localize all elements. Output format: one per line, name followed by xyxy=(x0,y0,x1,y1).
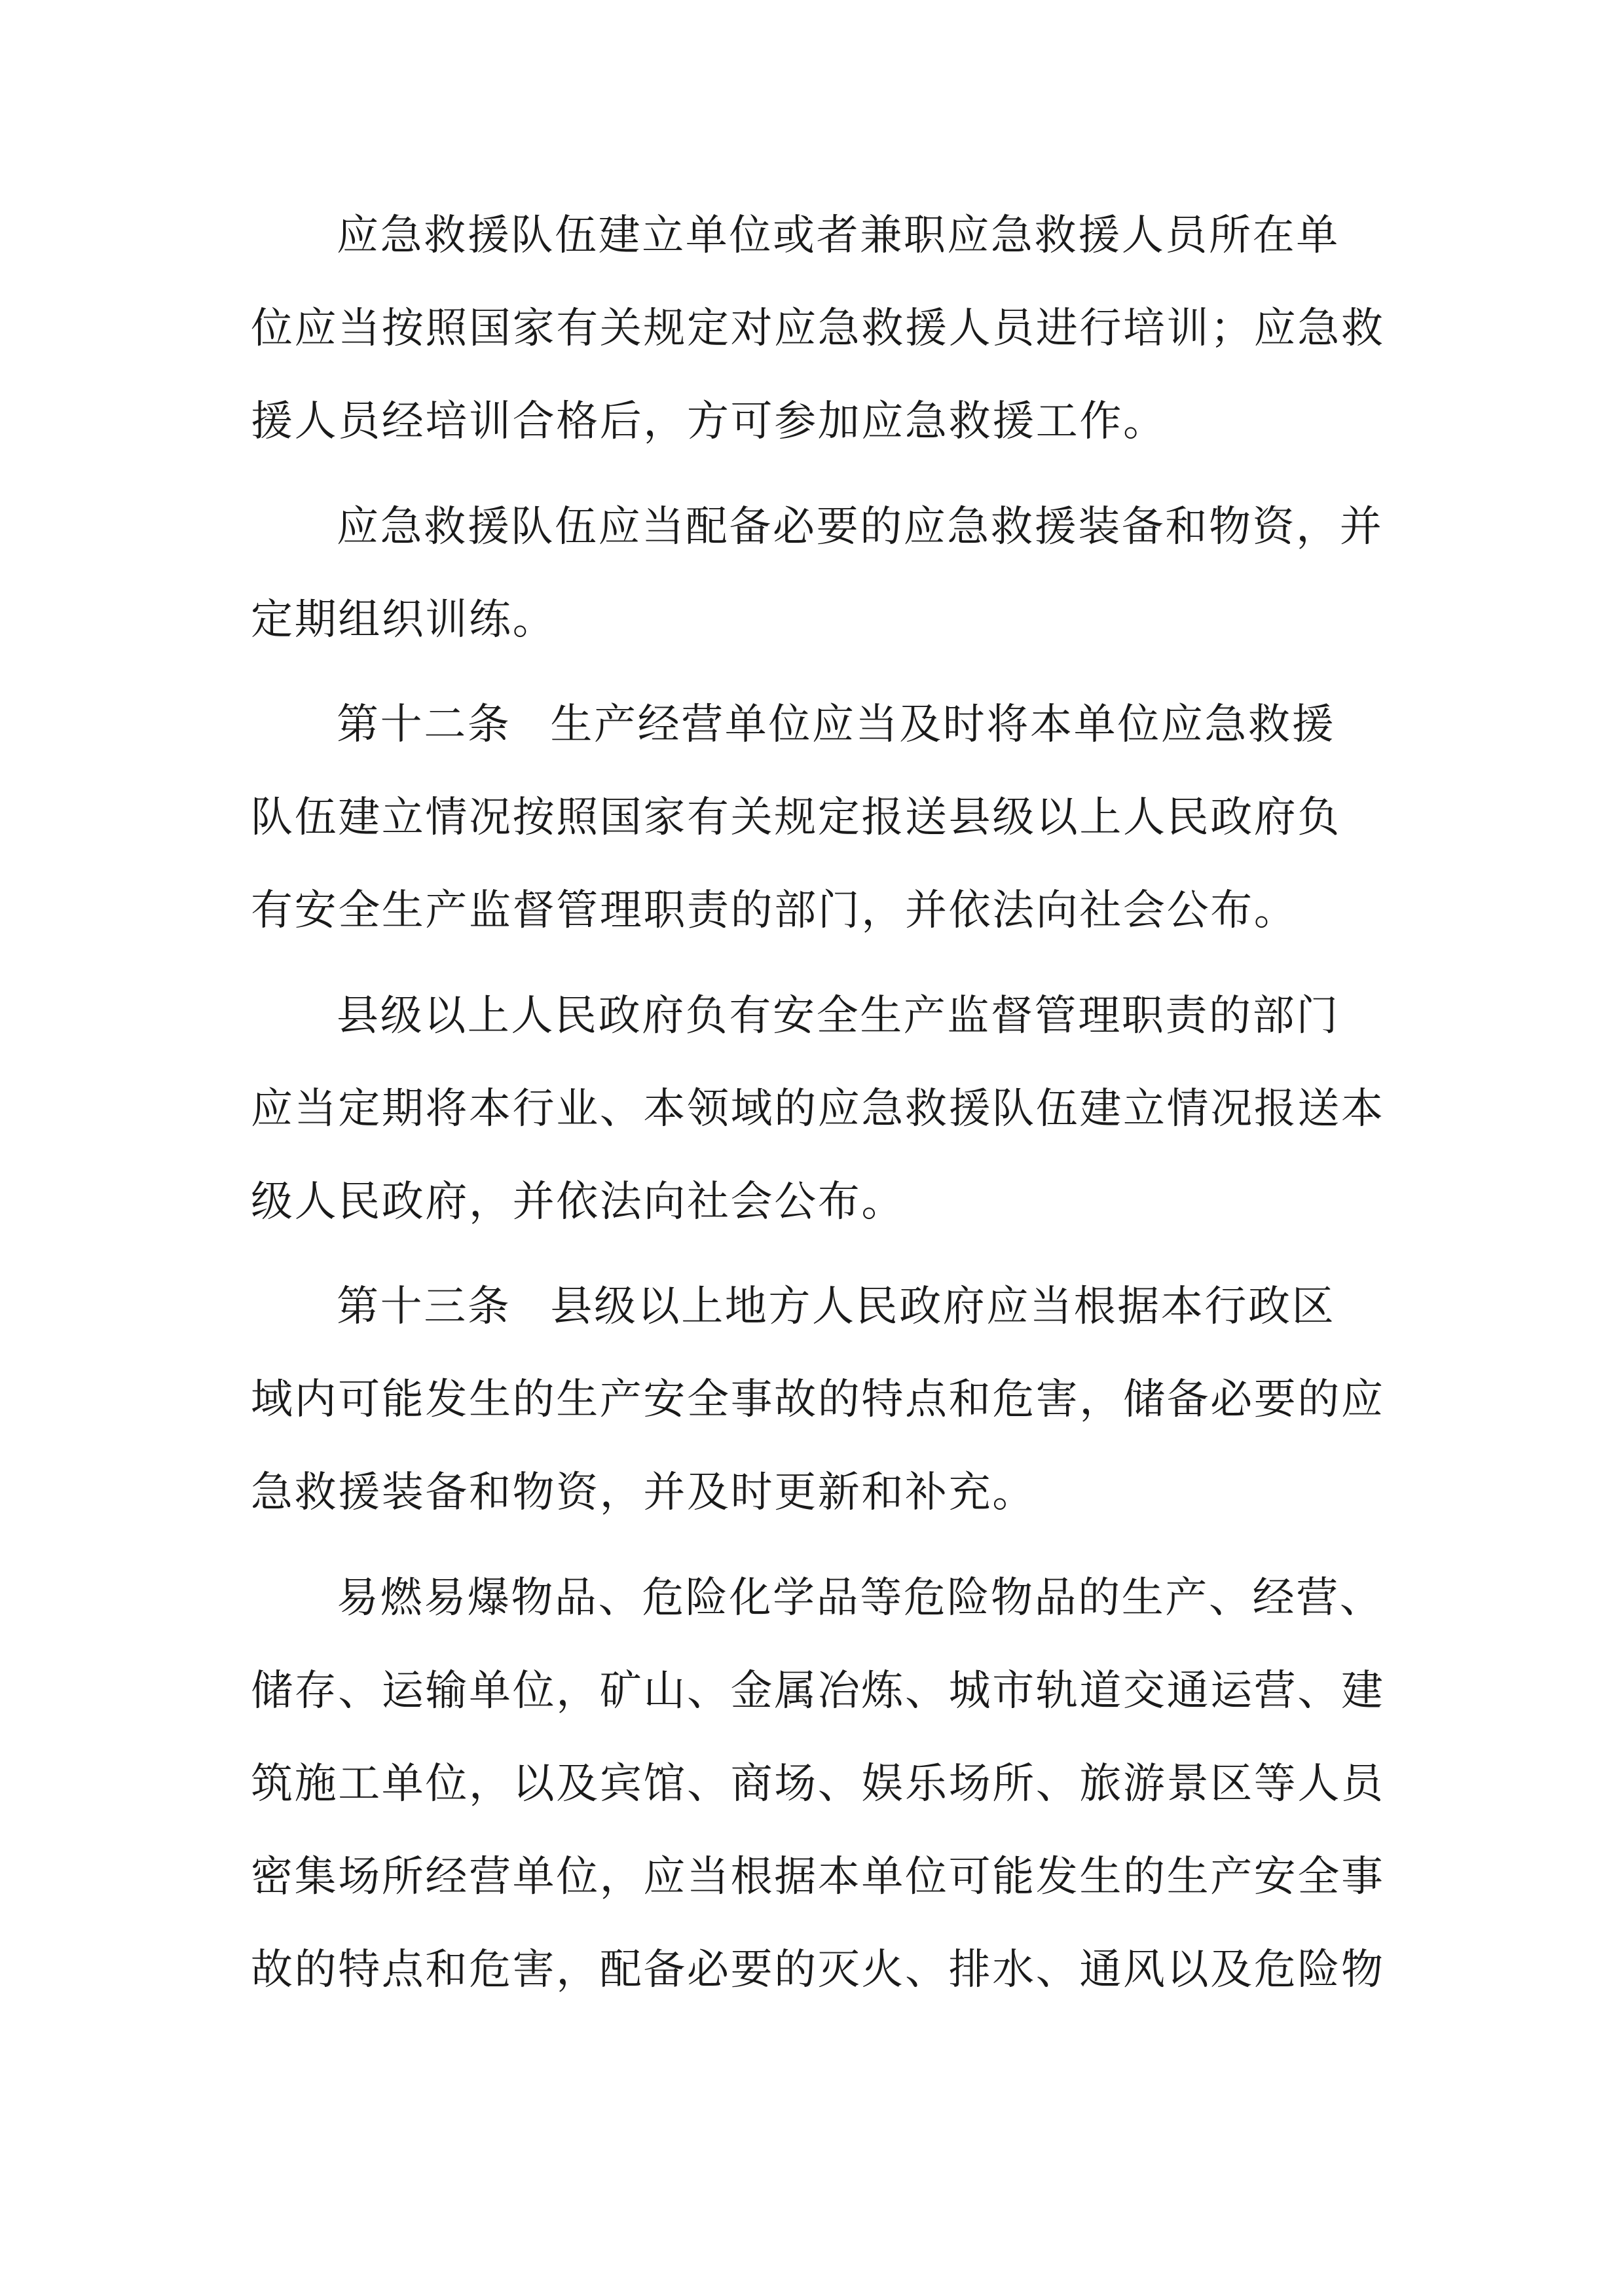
article-13-heading: 第十三条 xyxy=(337,1283,511,1331)
paragraph-2-line-1: 应急救援队伍应当配备必要的应急救援装备和物资，并 xyxy=(337,503,1384,551)
paragraph-6-line-1: 易燃易爆物品、危险化学品等危险物品的生产、经营、 xyxy=(337,1574,1384,1622)
article-12-line-3: 有安全生产监督管理职责的部门，并依法向社会公布。 xyxy=(251,886,1298,935)
article-13-line-2: 域内可能发生的生产安全事故的特点和危害，储备必要的应 xyxy=(251,1376,1385,1424)
paragraph-6-line-2: 储存、运输单位，矿山、金属冶炼、城市轨道交通运营、建 xyxy=(251,1667,1385,1715)
article-12-line-2: 队伍建立情况按照国家有关规定报送县级以上人民政府负 xyxy=(251,793,1341,842)
article-13-line-3: 急救援装备和物资，并及时更新和补充。 xyxy=(251,1468,1036,1517)
paragraph-6-line-4: 密集场所经营单位，应当根据本单位可能发生的生产安全事 xyxy=(251,1853,1385,1901)
paragraph-1-line-3: 援人员经培训合格后，方可参加应急救援工作。 xyxy=(251,397,1167,446)
article-13-line-1: 县级以上地方人民政府应当根据本行政区 xyxy=(550,1283,1336,1331)
paragraph-1-line-1: 应急救援队伍建立单位或者兼职应急救援人员所在单 xyxy=(337,211,1340,260)
article-12-heading: 第十二条 xyxy=(337,701,511,749)
paragraph-4-line-2: 应当定期将本行业、本领域的应急救援队伍建立情况报送本 xyxy=(251,1085,1385,1133)
paragraph-6-line-3: 筑施工单位，以及宾馆、商场、娱乐场所、旅游景区等人员 xyxy=(251,1760,1385,1808)
article-13-first-line xyxy=(337,1281,1335,1333)
paragraph-6-line-5: 故的特点和危害，配备必要的灭火、排水、通风以及危险物 xyxy=(251,1946,1385,1994)
article-12-line-1: 生产经营单位应当及时将本单位应急救援 xyxy=(550,701,1336,749)
paragraph-2-line-2: 定期组织训练。 xyxy=(251,596,557,644)
paragraph-4-line-1: 县级以上人民政府负有安全生产监督管理职责的部门 xyxy=(337,992,1340,1040)
paragraph-4-line-3: 级人民政府，并依法向社会公布。 xyxy=(251,1178,905,1226)
article-12-first-line xyxy=(337,699,1335,751)
paragraph-1-line-2: 位应当按照国家有关规定对应急救援人员进行培训；应急救 xyxy=(251,304,1385,353)
